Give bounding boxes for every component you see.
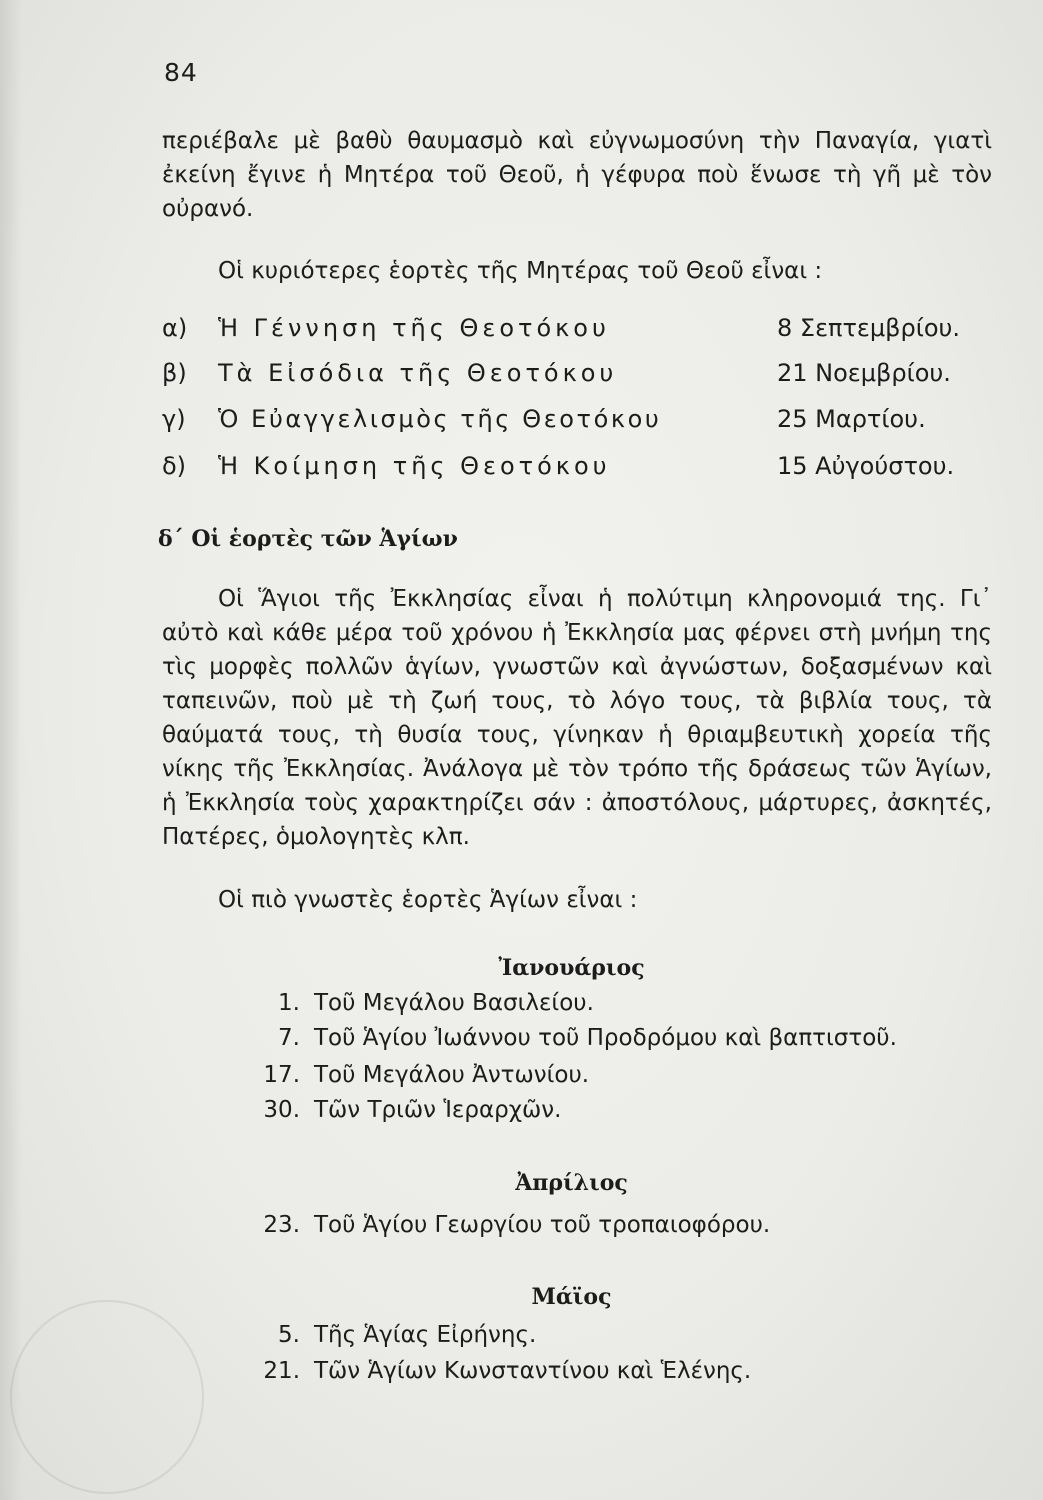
saint-day-number: 23. xyxy=(263,1212,300,1238)
saint-feast-row xyxy=(120,1093,1000,1127)
saint-day-number: 30. xyxy=(263,1097,300,1123)
feast-date: 15 Αὐγούστου. xyxy=(777,452,955,480)
section-heading: δ΄ Οἱ ἑορτὲς τῶν Ἁγίων xyxy=(158,526,458,552)
scan-edge-shadow xyxy=(0,0,22,1500)
feast-name: Τὰ Εἰσόδια τῆς Θεοτόκου xyxy=(218,359,618,387)
feast-row xyxy=(162,402,992,436)
feast-name: Ὁ Εὐαγγελισμὸς τῆς Θεοτόκου xyxy=(218,405,662,433)
feast-letter: α) xyxy=(162,314,188,342)
saint-day-number: 7. xyxy=(278,1025,300,1051)
saint-feast-row xyxy=(120,1058,1000,1092)
feast-row xyxy=(162,449,992,483)
saints-intro: Οἱ πιὸ γνωστὲς ἑορτὲς Ἁγίων εἶναι : xyxy=(218,887,638,913)
feast-letter: β) xyxy=(162,359,187,387)
saint-feast-row xyxy=(120,1021,1000,1055)
feast-date: 21 Νοεμβρίου. xyxy=(777,359,951,387)
feast-date: 8 Σεπτεμβρίου. xyxy=(777,314,961,342)
saints-paragraph: Οἱ Ἅγιοι τῆς Ἐκκλησίας εἶναι ἡ πολύτιμη κληρονομιά της. Γι᾽ αὐτὸ καὶ κάθε μέρα τοῦ χρόνου ἡ Ἐκκλησία μας φέρνει στὴ μνήμη της τὶς μορφὲς πολλῶν ἁγίων, γνωστῶν καὶ ἀγνώστων, δοξασμένων καὶ ταπεινῶν, ποὺ μὲ τὴ ζωή τους, τὸ λόγο τους, τὰ βιβλία τους, τὰ θαύματά τους, τὴ θυσία τους, γίνηκαν ἡ θριαμβευτικὴ χορεία τῆς νίκης τῆς Ἐκκλησίας. Ἀνάλογα μὲ τὸν τρόπο τῆς δράσεως τῶν Ἁγίων, ἡ Ἐκκλησία τοὺς χαρακτηρίζει σάν : ἀποστόλους, μάρτυρες, ἀσκητές, Πατέρες, ὁμολογητὲς κλπ. xyxy=(162,586,992,850)
feast-name: Ἡ Γέννηση τῆς Θεοτόκου xyxy=(218,314,610,342)
feast-row xyxy=(162,311,992,345)
month-heading-january: Ἰανουάριος xyxy=(498,955,645,981)
saint-day-number: 21. xyxy=(263,1358,300,1384)
saint-day-number: 5. xyxy=(278,1322,300,1348)
saint-feast-name: Τῶν Τριῶν Ἱεραρχῶν. xyxy=(314,1097,562,1123)
month-heading-may: Μάϊος xyxy=(531,1284,612,1310)
saint-feast-row xyxy=(120,1318,1000,1352)
saint-feast-name: Τῶν Ἁγίων Κωνσταντίνου καὶ Ἑλένης. xyxy=(314,1358,752,1384)
feast-name: Ἡ Κοίμηση τῆς Θεοτόκου xyxy=(218,452,611,480)
saint-day-number: 17. xyxy=(263,1062,300,1088)
intro-paragraph: περιέβαλε μὲ βαθὺ θαυμασμὸ καὶ εὐγνωμοσύνη τὴν Παναγία, γιατὶ ἐκείνη ἔγινε ἡ Μητέρα τοῦ Θεοῦ, ἡ γέφυρα ποὺ ἕνωσε τὴ γῆ μὲ τὸν οὐρανό. xyxy=(162,128,992,222)
saint-feast-row xyxy=(120,986,1000,1020)
saint-feast-name: Τοῦ Ἁγίου Γεωργίου τοῦ τροπαιοφόρου. xyxy=(314,1212,771,1238)
feasts-intro: Οἱ κυριότερες ἑορτὲς τῆς Μητέρας τοῦ Θεοῦ εἶναι : xyxy=(218,258,823,284)
saint-feast-name: Τῆς Ἁγίας Εἰρήνης. xyxy=(314,1322,537,1348)
feast-row xyxy=(162,356,992,390)
saint-feast-row xyxy=(120,1208,1000,1242)
feast-date: 25 Μαρτίου. xyxy=(777,405,926,433)
feast-letter: δ) xyxy=(162,452,187,480)
saint-day-number: 1. xyxy=(278,990,300,1016)
feast-letter: γ) xyxy=(162,405,186,433)
saint-feast-row xyxy=(120,1354,1000,1388)
saint-feast-name: Τοῦ Μεγάλου Βασιλείου. xyxy=(314,990,594,1016)
month-heading-april: Ἀπρίλιος xyxy=(515,1170,628,1196)
saint-feast-name: Τοῦ Ἁγίου Ἰωάννου τοῦ Προδρόμου καὶ βαπτιστοῦ. xyxy=(314,1025,897,1051)
page-number: 84 xyxy=(164,58,198,87)
saint-feast-name: Τοῦ Μεγάλου Ἀντωνίου. xyxy=(314,1062,590,1088)
